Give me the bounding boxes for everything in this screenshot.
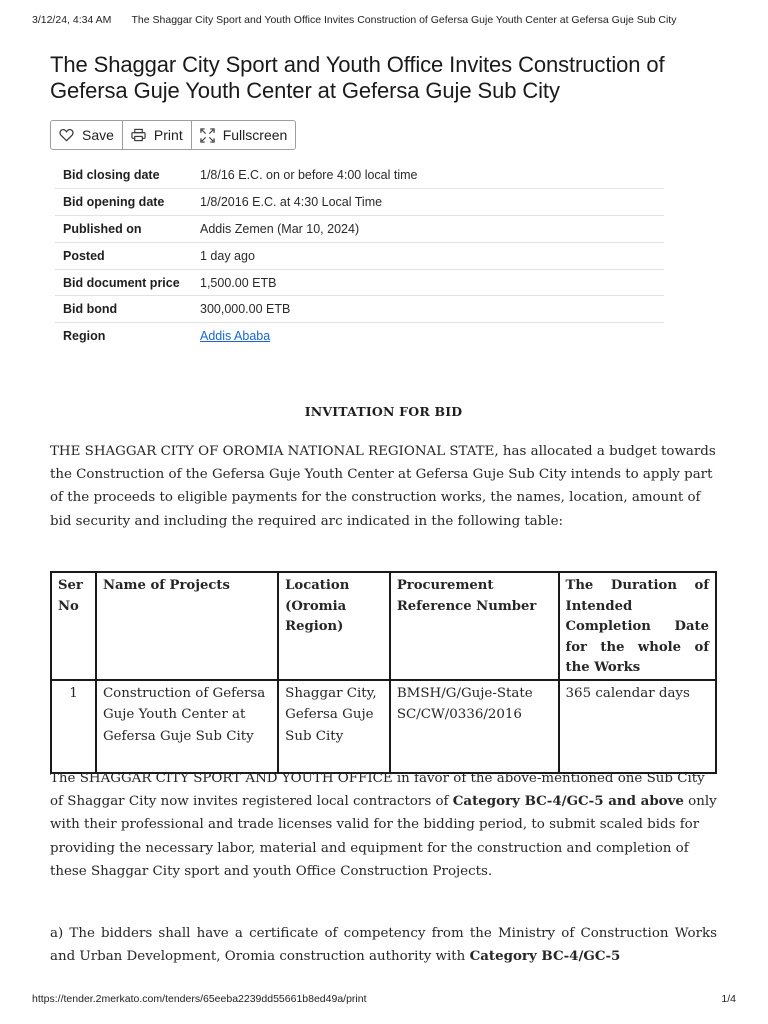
fullscreen-icon <box>200 128 215 143</box>
detail-row <box>55 162 664 189</box>
tender-details-table <box>55 162 664 350</box>
category-emphasis: Category BC-4/GC-5 <box>469 948 621 965</box>
detail-label: Bid document price <box>55 269 200 296</box>
detail-value: 1/8/16 E.C. on or before 4:00 local time <box>200 162 664 189</box>
print-button[interactable] <box>123 121 192 149</box>
table-header-row <box>51 572 716 680</box>
page-number: 1/4 <box>721 993 736 1005</box>
detail-label: Posted <box>55 242 200 269</box>
printer-icon <box>131 128 146 142</box>
detail-row <box>55 189 664 216</box>
detail-label: Bid bond <box>55 296 200 323</box>
detail-value: Addis Zemen (Mar 10, 2024) <box>200 216 664 243</box>
detail-value: 1/8/2016 E.C. at 4:30 Local Time <box>200 189 664 216</box>
fullscreen-button[interactable] <box>192 121 296 149</box>
column-header: The Duration of Intended Completion Date for the whole of the Works <box>559 572 716 680</box>
save-button[interactable] <box>51 121 123 149</box>
table-cell: Construction of Gefersa Guje Youth Center at Gefersa Guje Sub City <box>96 680 278 773</box>
action-buttons <box>50 120 296 150</box>
paragraph-text: only with their professional and trade licenses valid for the bidding period, to submit scaled bids for providing the necessary labor, material and equipment for the construction and completion of these Shaggar City sport and youth Office Construction Projects. <box>50 794 717 879</box>
region-link[interactable]: Addis Ababa <box>200 329 271 344</box>
print-page-title: The Shaggar City Sport and Youth Office Invites Construction of Gefersa Guje Youth Center at Gefersa Guje Sub City <box>131 14 677 26</box>
table-cell: BMSH/G/Guje-State SC/CW/0336/2016 <box>390 680 559 773</box>
paragraph-text: The SHAGGAR CITY SPORT AND YOUTH OFFICE in favor of the above-mentioned one Sub City of Shaggar City now invites registered local contractors of <box>50 771 705 810</box>
save-label: Save <box>82 127 114 143</box>
print-datetime: 3/12/24, 4:34 AM <box>32 14 112 26</box>
print-label: Print <box>153 127 183 143</box>
detail-value: 300,000.00 ETB <box>200 296 664 323</box>
detail-label: Published on <box>55 216 200 243</box>
page-title: The Shaggar City Sport and Youth Office Invites Construction of Gefersa Guje Youth Center at Gefersa Guje Sub City <box>50 52 665 103</box>
detail-row <box>55 242 664 269</box>
table-row <box>51 680 716 773</box>
detail-label: Bid closing date <box>55 162 200 189</box>
detail-value: 1 day ago <box>200 242 664 269</box>
detail-label: Region <box>63 329 106 344</box>
table-cell: Shaggar City, Gefersa Guje Sub City <box>278 680 390 773</box>
invitation-paragraph <box>50 767 717 883</box>
category-emphasis: Category BC-4/GC-5 and above <box>452 793 684 810</box>
paragraph-text: a) The bidders shall have a certificate of competency from the Ministry of Construction Works and Urban Development, Oromia construction authority with <box>50 926 717 965</box>
detail-row <box>55 296 664 323</box>
fullscreen-label: Fullscreen <box>222 127 288 143</box>
column-header: Procurement Reference Number <box>390 572 559 680</box>
requirement-paragraph <box>50 922 717 968</box>
detail-value: 1,500.00 ETB <box>200 269 664 296</box>
print-url: https://tender.2merkato.com/tenders/65eeba2239dd55661b8ed49a/print <box>32 993 367 1005</box>
column-header: Location (Oromia Region) <box>278 572 390 680</box>
detail-row <box>55 269 664 296</box>
projects-table <box>50 571 717 774</box>
detail-row <box>55 323 664 350</box>
detail-label: Bid opening date <box>55 189 200 216</box>
detail-row <box>55 216 664 243</box>
column-header: Ser No <box>51 572 96 680</box>
intro-paragraph: THE SHAGGAR CITY OF OROMIA NATIONAL REGIONAL STATE, has allocated a budget towards the Construction of the Gefersa Guje Youth Center at Gefersa Guje Sub City intends to apply part of the proceeds to eligible payments for the construction works, the names, location, amount of bid security and including the required arc indicated in the following table: <box>50 444 716 529</box>
heart-icon <box>59 128 74 142</box>
table-cell: 365 calendar days <box>559 680 716 773</box>
column-header: Name of Projects <box>96 572 278 680</box>
table-cell: 1 <box>51 680 96 773</box>
document-heading: INVITATION FOR BID <box>304 404 463 419</box>
